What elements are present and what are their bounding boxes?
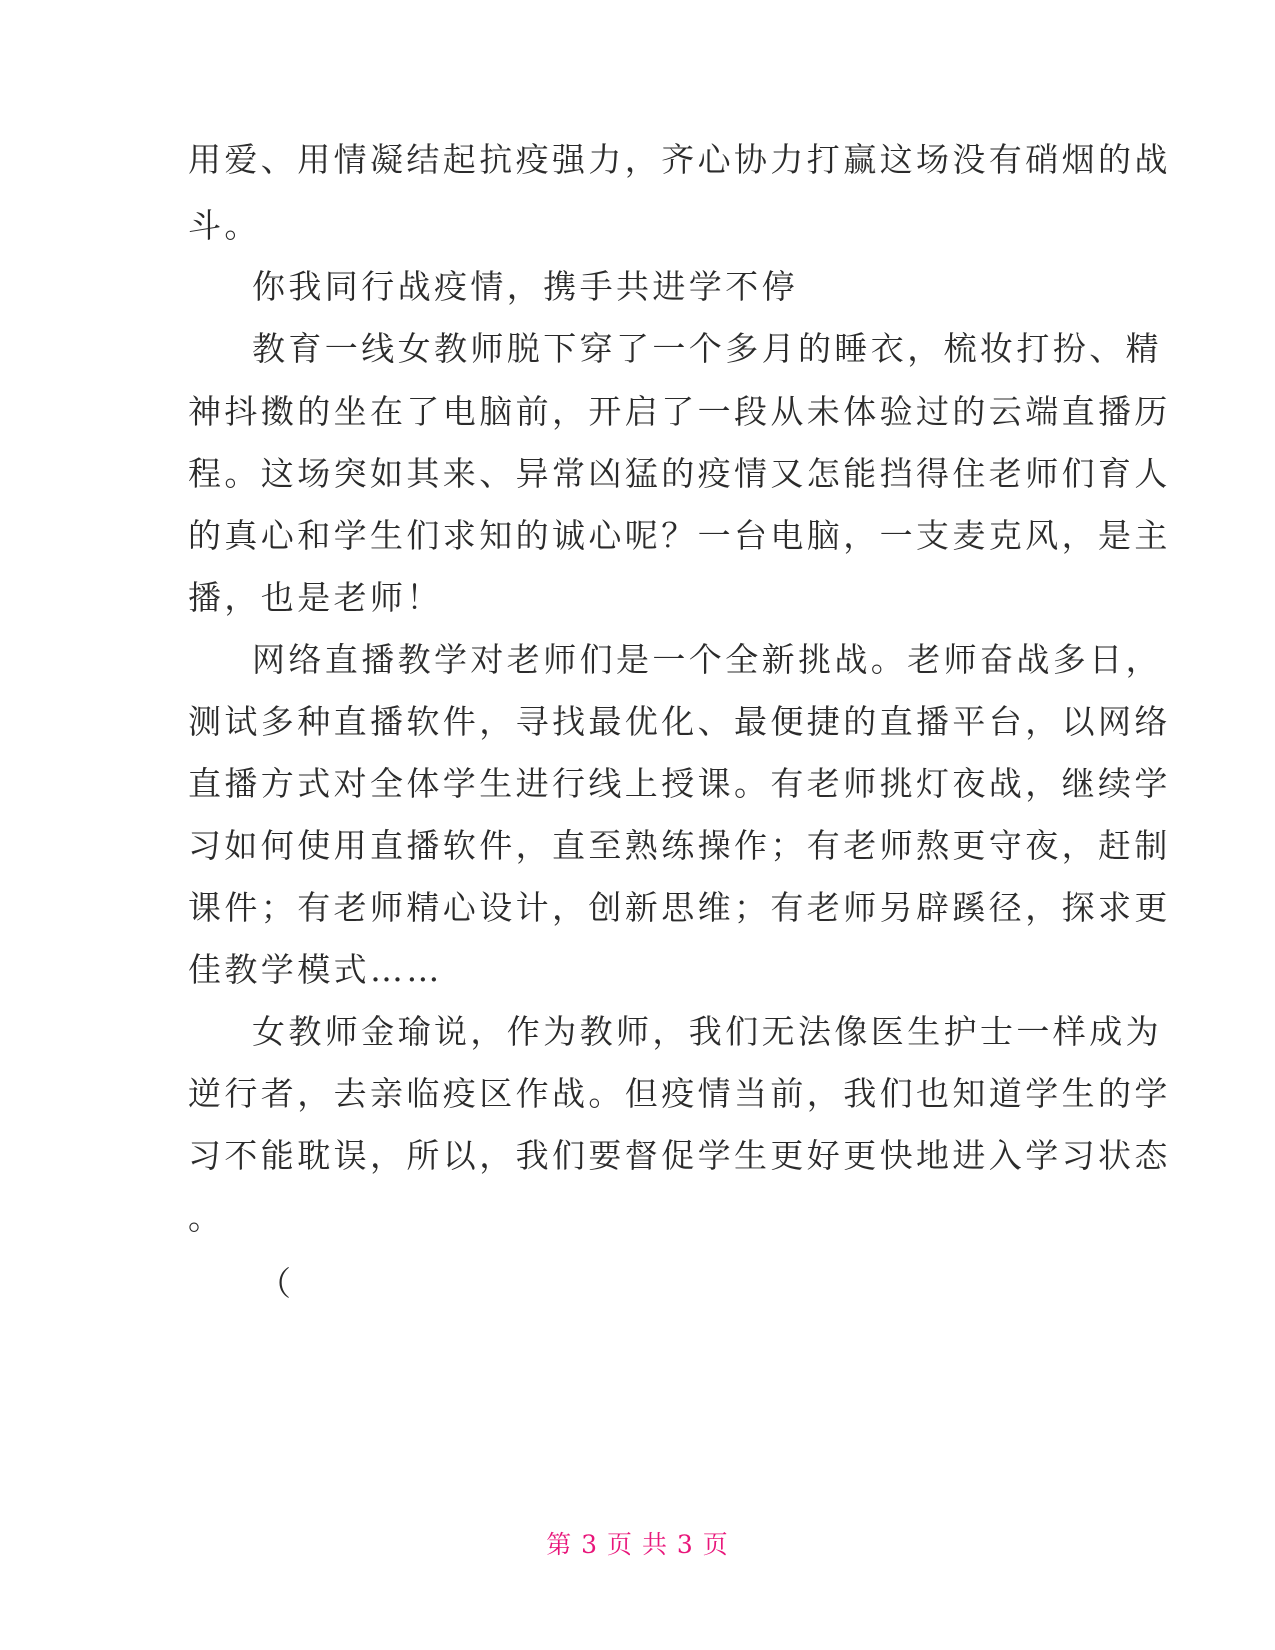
text-line: 教育一线女教师脱下穿了一个多月的睡衣，梳妆打扮、精 [252, 329, 1162, 368]
text-line: 。 [188, 1198, 225, 1237]
text-line: 习不能耽误，所以，我们要督促学生更好更快地进入学习状态 [188, 1136, 1171, 1175]
text-line: 测试多种直播软件，寻找最优化、最便捷的直播平台，以网络 [188, 702, 1171, 741]
text-line: 播，也是老师！ [188, 578, 443, 617]
text-line: 课件；有老师精心设计，创新思维；有老师另辟蹊径，探求更 [188, 888, 1171, 927]
text-line: 直播方式对全体学生进行线上授课。有老师挑灯夜战，继续学 [188, 764, 1171, 803]
text-line: 网络直播教学对老师们是一个全新挑战。老师奋战多日， [252, 640, 1162, 679]
text-line: 的真心和学生们求知的诚心呢？一台电脑，一支麦克风，是主 [188, 516, 1171, 555]
text-line: （ [258, 1264, 295, 1303]
text-line: 女教师金瑜说，作为教师，我们无法像医生护士一样成为 [252, 1012, 1162, 1051]
text-line: 习如何使用直播软件，直至熟练操作；有老师熬更守夜，赶制 [188, 826, 1171, 865]
section-heading: 你我同行战疫情，携手共进学不停 [252, 267, 798, 306]
page-number-footer: 第 3 页 共 3 页 [546, 1530, 729, 1559]
text-line: 用爱、用情凝结起抗疫强力，齐心协力打赢这场没有硝烟的战 [188, 140, 1171, 179]
text-line: 佳教学模式…… [188, 950, 443, 989]
text-line: 逆行者，去亲临疫区作战。但疫情当前，我们也知道学生的学 [188, 1074, 1171, 1113]
text-line: 斗。 [188, 206, 261, 245]
text-line: 神抖擞的坐在了电脑前，开启了一段从未体验过的云端直播历 [188, 392, 1171, 431]
text-line: 程。这场突如其来、异常凶猛的疫情又怎能挡得住老师们育人 [188, 454, 1171, 493]
